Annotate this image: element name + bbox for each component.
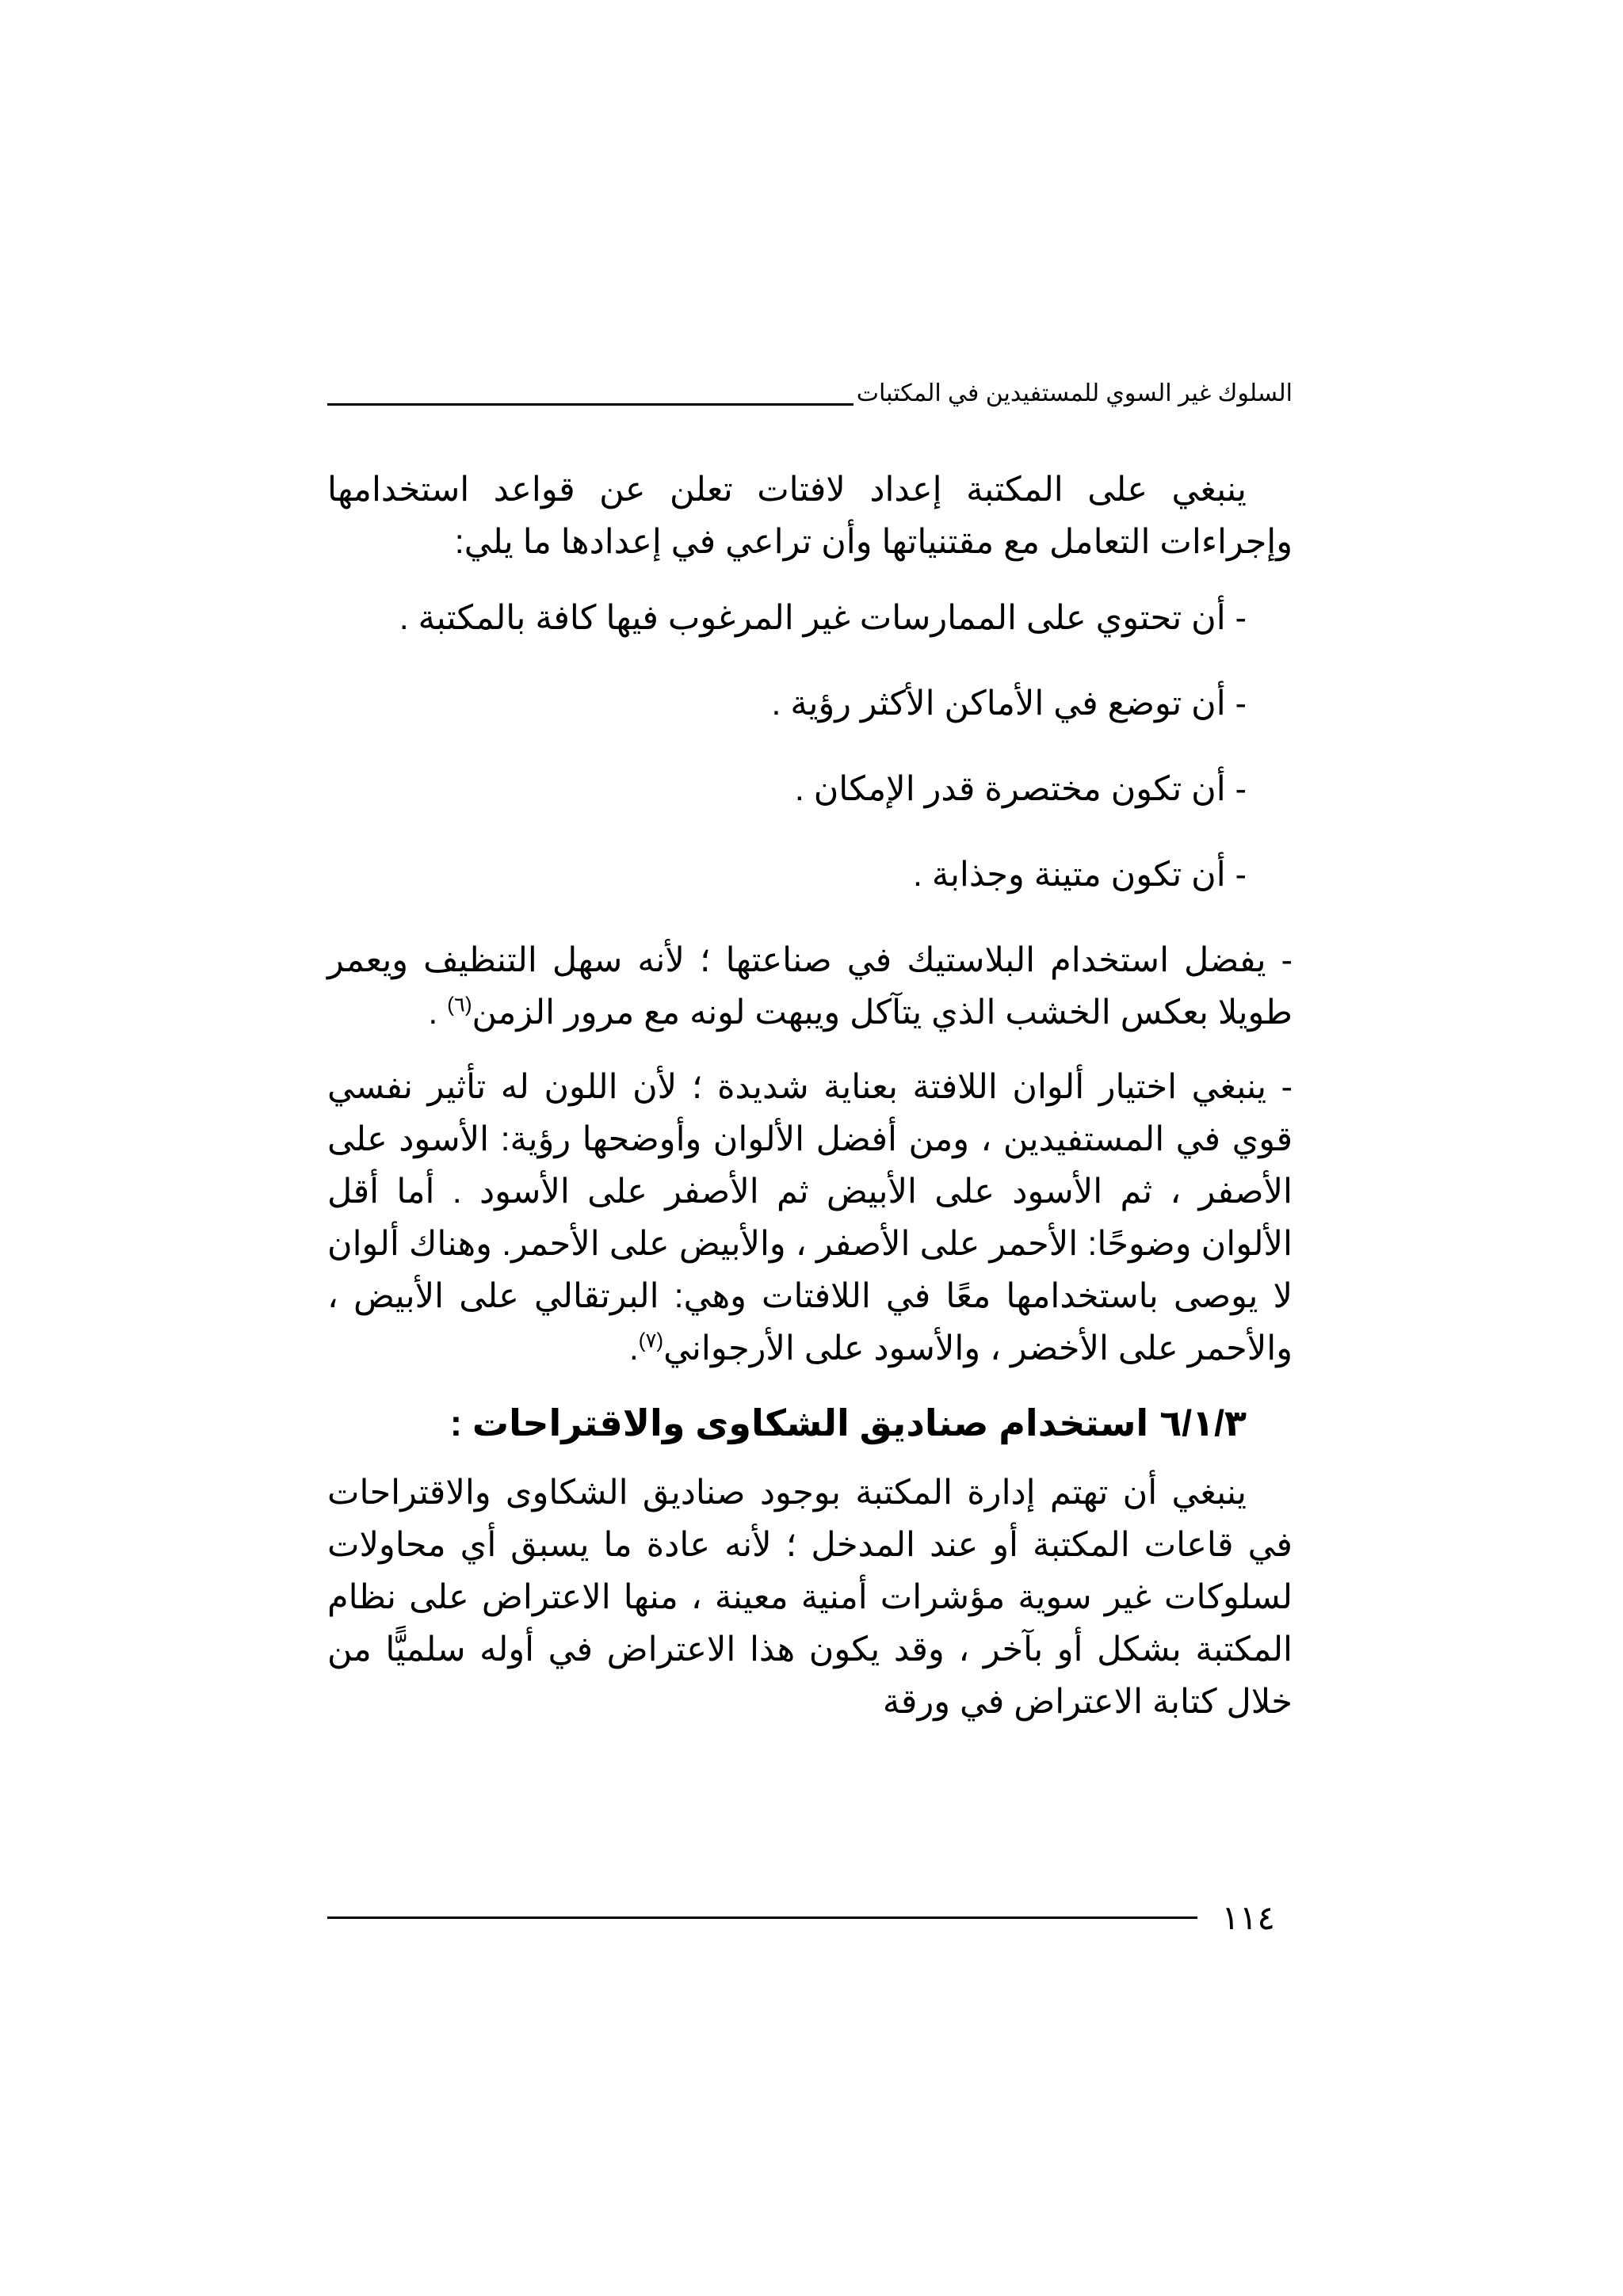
section-heading [327,1397,1293,1449]
list-item: -أن تكون متينة وجذابة . [913,856,1247,894]
intro-paragraph: ينبغي على المكتبة إعداد لافتات تعلن عن قواعد استخدامها وإجراءات التعامل مع مقتنياتها وأن تراعي في إعدادها ما يلي: [327,471,1293,561]
section-number: ٦/١/٣ [1159,1402,1247,1444]
plastic-note-end: . [428,994,448,1032]
list-item-text: أن تكون متينة وجذابة . [913,856,1226,894]
page-body [327,463,1293,1752]
list-item: -أن تحتوي على الممارسات غير المرغوب فيها كافة بالمكتبة . [399,599,1247,637]
page-number: ١١٤ [1221,1898,1275,1936]
list-item-text: أن تكون مختصرة قدر الإمكان . [794,770,1226,808]
colors-note: - ينبغي اختيار ألوان اللافتة بعناية شديدة ؛ لأن اللون له تأثير نفسي قوي في المستفيدين ، ومن أفضل الألوان وأوضحها رؤية: الأسود على الأصفر ، ثم الأسود على الأبيض ثم الأصفر على الأسود . أما أقل الألوان وضوحًا: الأحمر على الأصفر ، والأبيض على الأحمر. وهناك ألوان لا يوصى باستخدامها معًا في اللافتات وهي: البرتقالي على الأبيض ، والأحمر على الأخضر ، والأسود على الأرجواني$^{(٧)}$. [327,1068,1293,1367]
footer-rule [327,1917,1197,1919]
colors-note-text: ينبغي اختيار ألوان اللافتة بعناية شديدة ؛ لأن اللون له تأثير نفسي قوي في المستفيدين ، ومن أفضل الألوان وأوضحها رؤية: الأسود على الأصفر ، ثم الأسود على الأبيض ثم الأصفر على الأسود . أما أقل الألوان وضوحًا: الأحمر على الأصفر ، والأبيض على الأحمر. وهناك ألوان لا يوصى باستخدامها معًا في اللافتات وهي: البرتقالي على الأبيض ، والأحمر على الأخضر ، والأسود على الأرجواني [327,1068,1293,1367]
page-footer [327,1894,1293,1941]
list-item-text: أن توضع في الأماكن الأكثر رؤية . [771,685,1226,723]
running-header [327,374,1293,414]
list-item-text: أن تحتوي على الممارسات غير المرغوب فيها كافة بالمكتبة . [399,599,1226,637]
section-paragraph: ينبغي أن تهتم إدارة المكتبة بوجود صناديق الشكاوى والاقتراحات في قاعات المكتبة أو عند المدخل ؛ لأنه عادة ما يسبق أي محاولات لسلوكات غير سوية مؤشرات أمنية معينة ، منها الاعتراض على نظام المكتبة بشكل أو بآخر ، وقد يكون هذا الاعتراض في أوله سلميًّا من خلال كتابة الاعتراض في ورقة [327,1474,1293,1721]
plastic-note-text: يفضل استخدام البلاستيك في صناعتها ؛ لأنه سهل التنظيف ويعمر طويلا بعكس الخشب الذي يتآكل ويبهت لونه مع مرور الزمن [327,941,1293,1032]
section-title: استخدام صناديق الشكاوى والاقتراحات : [449,1402,1149,1444]
colors-note-end: . [628,1329,639,1367]
running-header-title: السلوك غير السوي للمستفيدين في المكتبات [856,380,1293,406]
list-item: -أن توضع في الأماكن الأكثر رؤية . [771,685,1247,723]
footnote-ref-7: (٧) [638,1328,664,1352]
plastic-note: - يفضل استخدام البلاستيك في صناعتها ؛ لأنه سهل التنظيف ويعمر طويلا بعكس الخشب الذي يتآكل ويبهت لونه مع مرور الزمن$^{(٦)}$ . [327,941,1293,1032]
list-item: -أن تكون مختصرة قدر الإمكان . [794,770,1247,808]
header-rule [327,403,854,406]
sign-requirements-list [327,592,1293,901]
footnote-ref-6: (٦) [447,992,472,1016]
